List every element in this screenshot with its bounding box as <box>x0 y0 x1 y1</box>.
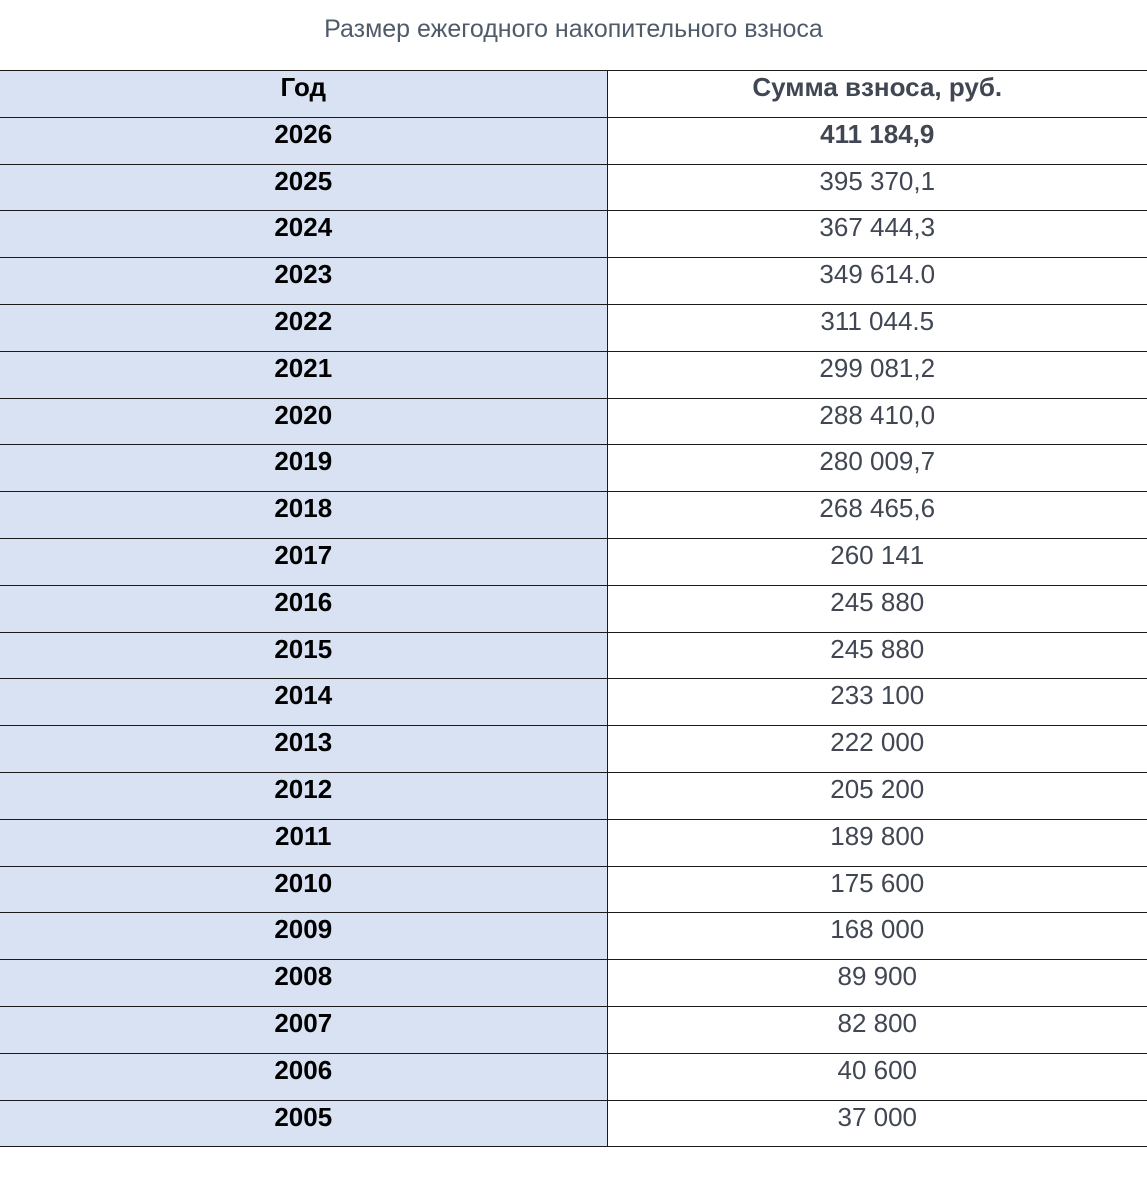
amount-cell: 268 465,6 <box>607 492 1147 539</box>
amount-cell: 299 081,2 <box>607 351 1147 398</box>
amount-cell: 245 880 <box>607 585 1147 632</box>
table-row <box>0 351 1147 398</box>
table-row <box>0 913 1147 960</box>
amount-cell: 311 044.5 <box>607 304 1147 351</box>
table-row <box>0 304 1147 351</box>
table-row <box>0 538 1147 585</box>
year-cell: 2023 <box>0 258 607 305</box>
amount-cell: 82 800 <box>607 1006 1147 1053</box>
year-cell: 2018 <box>0 492 607 539</box>
year-cell: 2012 <box>0 772 607 819</box>
table-row <box>0 1100 1147 1147</box>
year-cell: 2025 <box>0 164 607 211</box>
amount-cell: 395 370,1 <box>607 164 1147 211</box>
table-row <box>0 164 1147 211</box>
amount-cell: 37 000 <box>607 1100 1147 1147</box>
header-amount: Сумма взноса, руб. <box>607 71 1147 118</box>
table-row <box>0 726 1147 773</box>
year-cell: 2015 <box>0 632 607 679</box>
amount-cell: 260 141 <box>607 538 1147 585</box>
table-row <box>0 772 1147 819</box>
year-cell: 2008 <box>0 960 607 1007</box>
table-row <box>0 960 1147 1007</box>
table-row <box>0 211 1147 258</box>
amount-cell: 168 000 <box>607 913 1147 960</box>
amount-cell: 175 600 <box>607 866 1147 913</box>
amount-cell: 349 614.0 <box>607 258 1147 305</box>
amount-cell: 245 880 <box>607 632 1147 679</box>
table-row <box>0 1053 1147 1100</box>
table-row <box>0 866 1147 913</box>
table-row <box>0 258 1147 305</box>
table-row <box>0 117 1147 164</box>
year-cell: 2011 <box>0 819 607 866</box>
year-cell: 2007 <box>0 1006 607 1053</box>
year-cell: 2024 <box>0 211 607 258</box>
table-row <box>0 819 1147 866</box>
amount-cell: 280 009,7 <box>607 445 1147 492</box>
table-row <box>0 632 1147 679</box>
table-row <box>0 585 1147 632</box>
table-header-row <box>0 71 1147 118</box>
amount-cell: 233 100 <box>607 679 1147 726</box>
year-cell: 2010 <box>0 866 607 913</box>
header-year: Год <box>0 71 607 118</box>
year-cell: 2014 <box>0 679 607 726</box>
amount-cell: 288 410,0 <box>607 398 1147 445</box>
table-row <box>0 1006 1147 1053</box>
year-cell: 2016 <box>0 585 607 632</box>
table-body <box>0 117 1147 1147</box>
year-cell: 2017 <box>0 538 607 585</box>
amount-cell: 89 900 <box>607 960 1147 1007</box>
year-cell: 2013 <box>0 726 607 773</box>
amount-cell: 40 600 <box>607 1053 1147 1100</box>
year-cell: 2019 <box>0 445 607 492</box>
table-row <box>0 679 1147 726</box>
year-cell: 2022 <box>0 304 607 351</box>
table-row <box>0 445 1147 492</box>
amount-cell: 222 000 <box>607 726 1147 773</box>
year-cell: 2009 <box>0 913 607 960</box>
amount-cell: 189 800 <box>607 819 1147 866</box>
year-cell: 2021 <box>0 351 607 398</box>
amount-cell: 367 444,3 <box>607 211 1147 258</box>
contribution-table <box>0 70 1147 1147</box>
year-cell: 2005 <box>0 1100 607 1147</box>
year-cell: 2026 <box>0 117 607 164</box>
table-row <box>0 492 1147 539</box>
amount-cell: 411 184,9 <box>607 117 1147 164</box>
year-cell: 2006 <box>0 1053 607 1100</box>
amount-cell: 205 200 <box>607 772 1147 819</box>
year-cell: 2020 <box>0 398 607 445</box>
table-row <box>0 398 1147 445</box>
table-title: Размер ежегодного накопительного взноса <box>324 15 823 43</box>
